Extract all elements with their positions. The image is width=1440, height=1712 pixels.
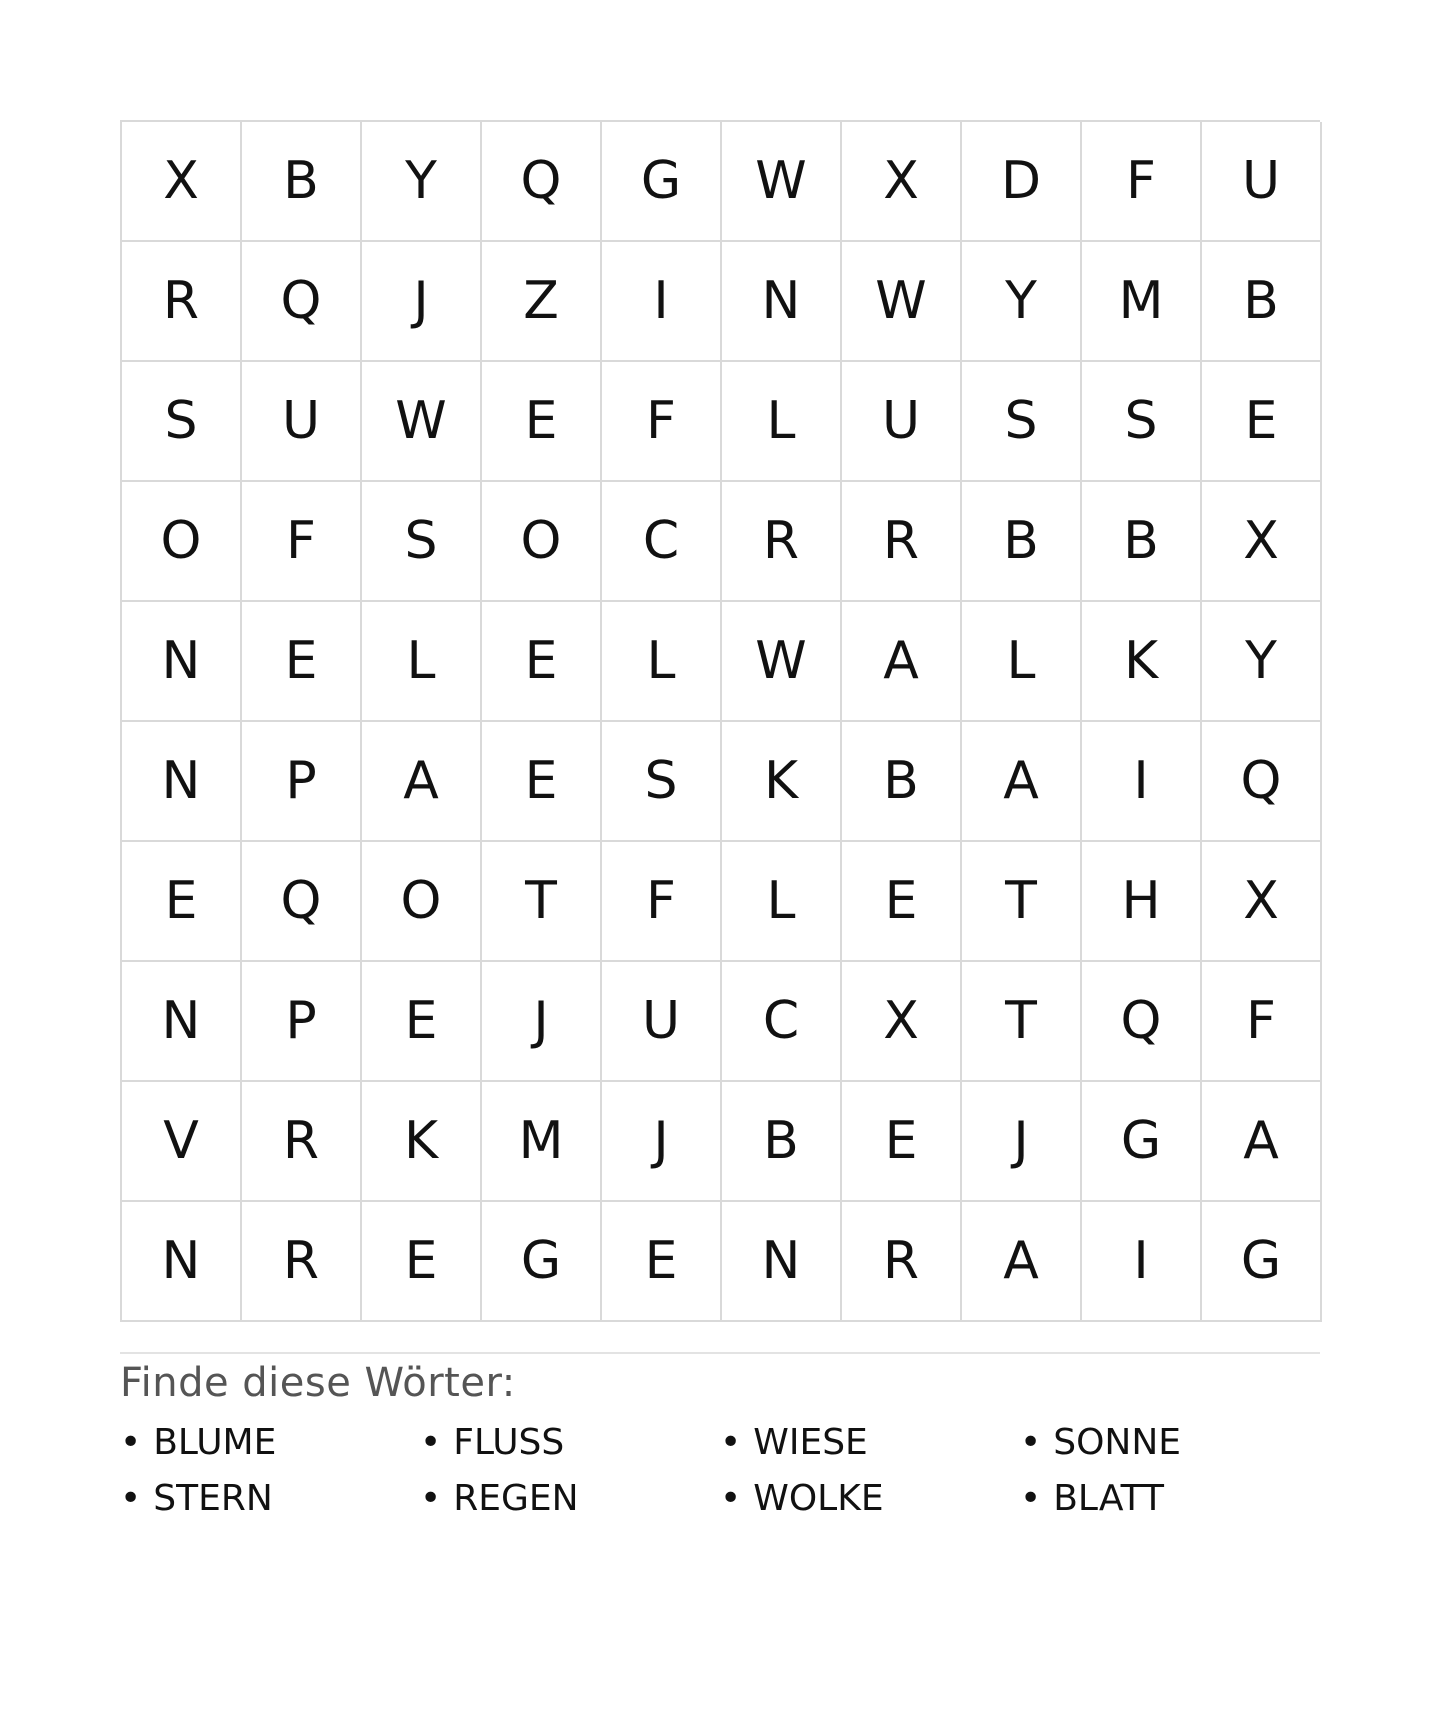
grid-cell[interactable]: E bbox=[122, 842, 242, 962]
grid-cell[interactable]: B bbox=[962, 482, 1082, 602]
word-list-item bbox=[120, 1478, 420, 1520]
grid-cell[interactable]: K bbox=[1082, 602, 1202, 722]
bullet-icon: • bbox=[720, 1478, 742, 1519]
bullet-icon: • bbox=[120, 1422, 142, 1463]
grid-cell[interactable]: M bbox=[1082, 242, 1202, 362]
grid-cell[interactable]: U bbox=[602, 962, 722, 1082]
grid-cell[interactable]: I bbox=[602, 242, 722, 362]
word-label: BLATT bbox=[1053, 1478, 1164, 1519]
word-list-item bbox=[120, 1422, 420, 1464]
word-label: STERN bbox=[153, 1478, 273, 1519]
grid-cell[interactable]: R bbox=[842, 1202, 962, 1322]
grid-cell[interactable]: I bbox=[1082, 1202, 1202, 1322]
grid-cell[interactable]: Q bbox=[242, 242, 362, 362]
word-list bbox=[120, 1422, 1320, 1520]
grid-cell[interactable]: V bbox=[122, 1082, 242, 1202]
grid-cell[interactable]: R bbox=[242, 1082, 362, 1202]
grid-cell[interactable]: G bbox=[1082, 1082, 1202, 1202]
grid-cell[interactable]: N bbox=[122, 602, 242, 722]
word-label: SONNE bbox=[1053, 1422, 1182, 1463]
grid-cell[interactable]: S bbox=[602, 722, 722, 842]
grid-cell[interactable]: X bbox=[1202, 482, 1322, 602]
grid-cell[interactable]: S bbox=[122, 362, 242, 482]
grid-cell[interactable]: C bbox=[722, 962, 842, 1082]
grid-cell[interactable]: X bbox=[842, 122, 962, 242]
grid-cell[interactable]: U bbox=[242, 362, 362, 482]
grid-cell[interactable]: P bbox=[242, 722, 362, 842]
grid-cell[interactable]: E bbox=[842, 1082, 962, 1202]
grid-cell[interactable]: T bbox=[962, 962, 1082, 1082]
grid-cell[interactable]: X bbox=[1202, 842, 1322, 962]
grid-cell[interactable]: R bbox=[122, 242, 242, 362]
grid-cell[interactable]: E bbox=[1202, 362, 1322, 482]
grid-cell[interactable]: N bbox=[122, 1202, 242, 1322]
grid-cell[interactable]: Q bbox=[1202, 722, 1322, 842]
word-list-item bbox=[720, 1478, 1020, 1520]
word-search-puzzle bbox=[120, 120, 1320, 1520]
grid-cell[interactable]: F bbox=[602, 362, 722, 482]
grid-cell[interactable]: B bbox=[242, 122, 362, 242]
grid-cell[interactable]: F bbox=[1082, 122, 1202, 242]
grid-cell[interactable]: L bbox=[602, 602, 722, 722]
grid-cell[interactable]: E bbox=[602, 1202, 722, 1322]
grid-cell[interactable]: A bbox=[842, 602, 962, 722]
grid-cell[interactable]: F bbox=[242, 482, 362, 602]
grid-cell[interactable]: A bbox=[962, 1202, 1082, 1322]
grid-cell[interactable]: K bbox=[722, 722, 842, 842]
bullet-icon: • bbox=[420, 1422, 442, 1463]
grid-cell[interactable]: X bbox=[122, 122, 242, 242]
bullet-icon: • bbox=[1020, 1422, 1042, 1463]
divider bbox=[120, 1352, 1320, 1354]
grid-cell[interactable]: J bbox=[602, 1082, 722, 1202]
grid-cell[interactable]: Q bbox=[242, 842, 362, 962]
letter-grid bbox=[120, 120, 1320, 1322]
grid-cell[interactable]: U bbox=[1202, 122, 1322, 242]
grid-cell[interactable]: Q bbox=[482, 122, 602, 242]
grid-cell[interactable]: R bbox=[842, 482, 962, 602]
word-label: WOLKE bbox=[753, 1478, 884, 1519]
grid-cell[interactable]: E bbox=[482, 602, 602, 722]
grid-cell[interactable]: N bbox=[122, 722, 242, 842]
grid-cell[interactable]: J bbox=[362, 242, 482, 362]
grid-cell[interactable]: C bbox=[602, 482, 722, 602]
grid-cell[interactable]: Q bbox=[1082, 962, 1202, 1082]
grid-cell[interactable]: G bbox=[482, 1202, 602, 1322]
grid-cell[interactable]: B bbox=[1202, 242, 1322, 362]
grid-cell[interactable]: J bbox=[482, 962, 602, 1082]
grid-cell[interactable]: B bbox=[842, 722, 962, 842]
grid-cell[interactable]: W bbox=[722, 602, 842, 722]
grid-cell[interactable]: G bbox=[602, 122, 722, 242]
word-label: WIESE bbox=[753, 1422, 868, 1463]
word-label: BLUME bbox=[153, 1422, 277, 1463]
grid-cell[interactable]: N bbox=[722, 242, 842, 362]
grid-cell[interactable]: L bbox=[362, 602, 482, 722]
grid-cell[interactable]: N bbox=[122, 962, 242, 1082]
grid-cell[interactable]: B bbox=[722, 1082, 842, 1202]
grid-cell[interactable]: S bbox=[1082, 362, 1202, 482]
grid-cell[interactable]: D bbox=[962, 122, 1082, 242]
grid-cell[interactable]: K bbox=[362, 1082, 482, 1202]
word-list-item bbox=[720, 1422, 1020, 1464]
grid-cell[interactable]: L bbox=[722, 362, 842, 482]
word-list-item bbox=[1020, 1478, 1320, 1520]
instructions-label: Finde diese Wörter: bbox=[120, 1360, 516, 1406]
grid-cell[interactable]: F bbox=[1202, 962, 1322, 1082]
grid-cell[interactable]: Z bbox=[482, 242, 602, 362]
grid-cell[interactable]: E bbox=[842, 842, 962, 962]
bullet-icon: • bbox=[120, 1478, 142, 1519]
grid-cell[interactable]: S bbox=[362, 482, 482, 602]
grid-cell[interactable]: X bbox=[842, 962, 962, 1082]
grid-cell[interactable]: O bbox=[362, 842, 482, 962]
grid-cell[interactable]: T bbox=[482, 842, 602, 962]
grid-cell[interactable]: T bbox=[962, 842, 1082, 962]
grid-cell[interactable]: E bbox=[482, 722, 602, 842]
grid-cell[interactable]: E bbox=[362, 1202, 482, 1322]
grid-cell[interactable]: L bbox=[962, 602, 1082, 722]
word-label: REGEN bbox=[453, 1478, 579, 1519]
bullet-icon: • bbox=[720, 1422, 742, 1463]
bullet-icon: • bbox=[1020, 1478, 1042, 1519]
grid-cell[interactable]: H bbox=[1082, 842, 1202, 962]
grid-cell[interactable]: A bbox=[362, 722, 482, 842]
grid-cell[interactable]: O bbox=[122, 482, 242, 602]
grid-cell[interactable]: U bbox=[842, 362, 962, 482]
grid-cell[interactable]: I bbox=[1082, 722, 1202, 842]
grid-cell[interactable]: N bbox=[722, 1202, 842, 1322]
grid-cell[interactable]: B bbox=[1082, 482, 1202, 602]
grid-cell[interactable]: S bbox=[962, 362, 1082, 482]
word-label: FLUSS bbox=[453, 1422, 565, 1463]
grid-cell[interactable]: W bbox=[362, 362, 482, 482]
grid-cell[interactable]: M bbox=[482, 1082, 602, 1202]
grid-cell[interactable]: A bbox=[1202, 1082, 1322, 1202]
grid-cell[interactable]: P bbox=[242, 962, 362, 1082]
grid-cell[interactable]: R bbox=[242, 1202, 362, 1322]
grid-cell[interactable]: F bbox=[602, 842, 722, 962]
grid-cell[interactable]: G bbox=[1202, 1202, 1322, 1322]
grid-cell[interactable]: Y bbox=[362, 122, 482, 242]
grid-cell[interactable]: L bbox=[722, 842, 842, 962]
word-list-item bbox=[420, 1422, 720, 1464]
grid-cell[interactable]: E bbox=[482, 362, 602, 482]
word-list-item bbox=[420, 1478, 720, 1520]
grid-cell[interactable]: W bbox=[842, 242, 962, 362]
grid-cell[interactable]: A bbox=[962, 722, 1082, 842]
grid-cell[interactable]: E bbox=[362, 962, 482, 1082]
bullet-icon: • bbox=[420, 1478, 442, 1519]
grid-cell[interactable]: E bbox=[242, 602, 362, 722]
grid-cell[interactable]: W bbox=[722, 122, 842, 242]
word-list-item bbox=[1020, 1422, 1320, 1464]
grid-cell[interactable]: Y bbox=[1202, 602, 1322, 722]
grid-cell[interactable]: Y bbox=[962, 242, 1082, 362]
grid-cell[interactable]: O bbox=[482, 482, 602, 602]
grid-cell[interactable]: R bbox=[722, 482, 842, 602]
grid-cell[interactable]: J bbox=[962, 1082, 1082, 1202]
